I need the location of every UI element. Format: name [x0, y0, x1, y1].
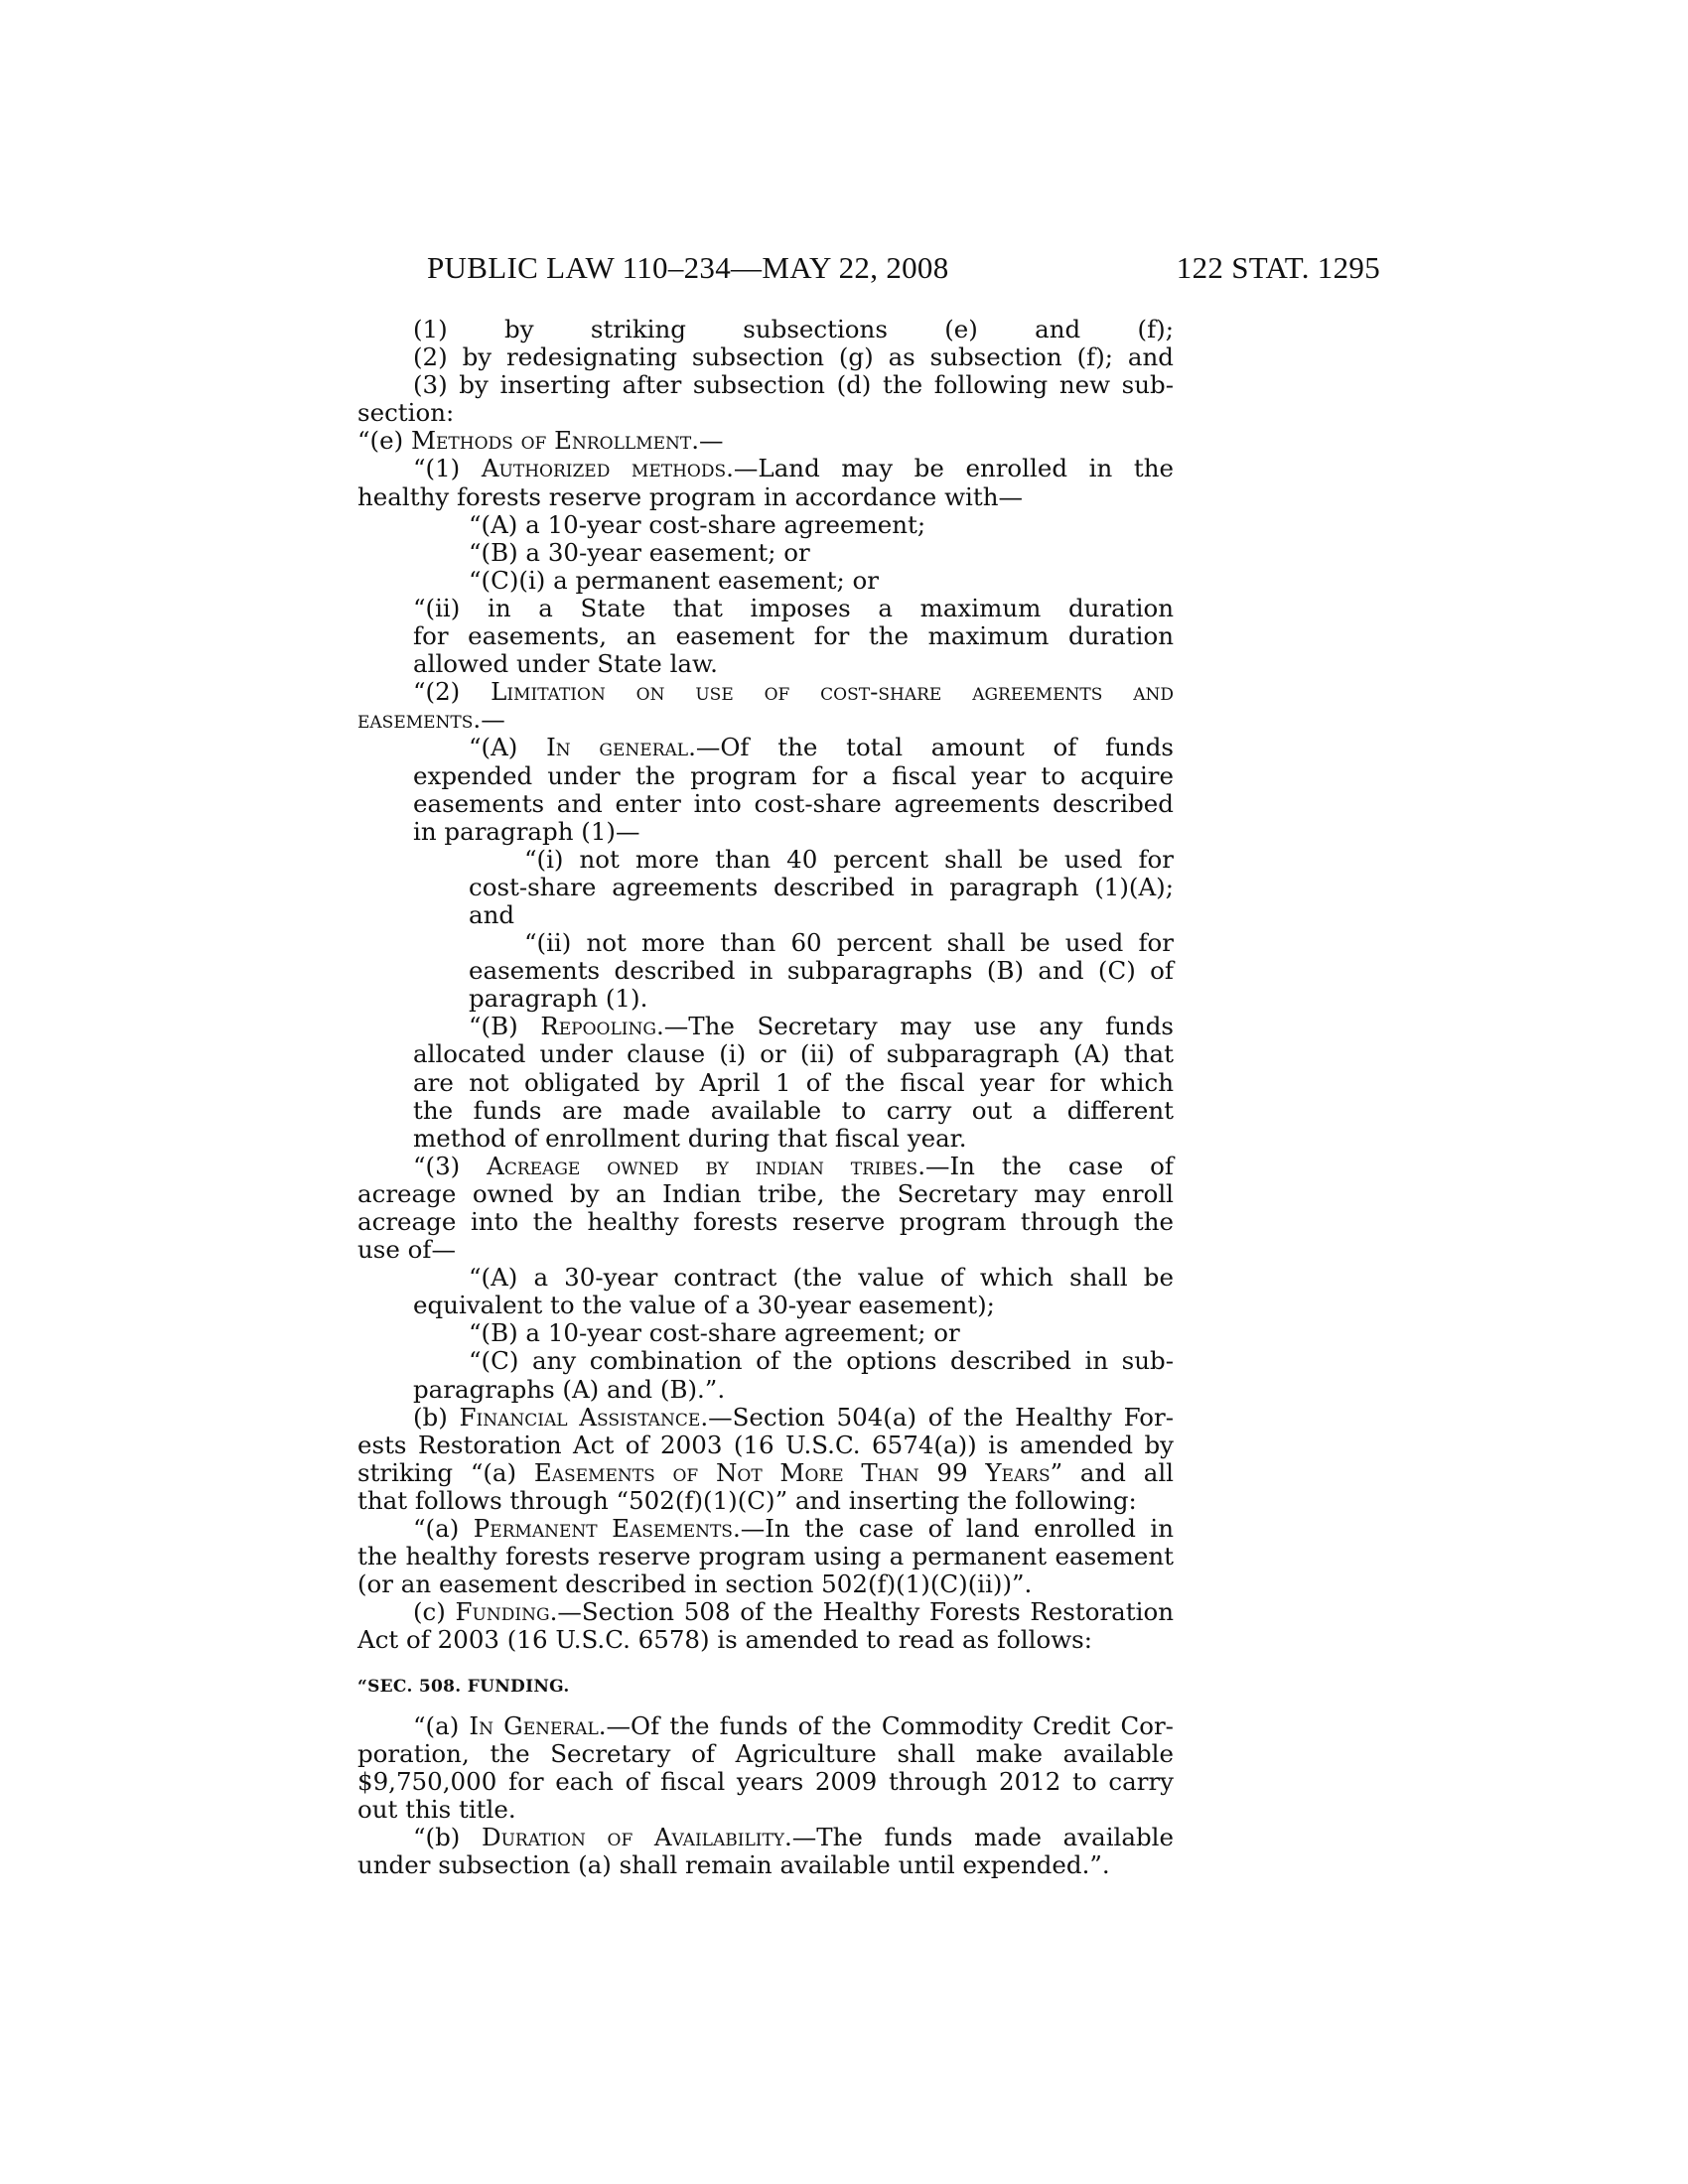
text-line: “(A) a 10-year cost-share agreement; — [469, 509, 926, 539]
text-line: (2) by redesignating subsection (g) as subsection (f); and — [413, 342, 1174, 372]
text-line: (3) by inserting after subsection (d) the following new sub- — [413, 370, 1174, 400]
text-line: cost-share agreements described in paragraph (1)(A); — [469, 872, 1174, 901]
text-line: that follows through “502(f)(1)(C)” and inserting the following: — [357, 1485, 1137, 1515]
text-line: striking “(a) Easements of Not More Than 99 Years” and all — [357, 1457, 1175, 1487]
text-line: “(ii) not more than 60 percent shall be used for — [524, 928, 1174, 958]
text-line: “(ii) in a State that imposes a maximum duration — [413, 593, 1174, 622]
paragraph-2-heading: “(2) Limitation on use of cost-share agreements and — [413, 677, 1174, 707]
running-title: PUBLIC LAW 110–234—MAY 22, 2008 — [427, 250, 949, 285]
text-line: poration, the Secretary of Agriculture shall make available — [357, 1738, 1174, 1768]
text-line: allowed under State law. — [413, 649, 718, 679]
text-line: equivalent to the value of a 30-year easement); — [413, 1291, 995, 1320]
subsection-b-heading: (b) Financial Assistance.—Section 504(a) of the Healthy For- — [413, 1402, 1175, 1432]
section-508-b-heading: “(b) Duration of Availability.—The funds made available — [413, 1822, 1174, 1851]
text-line: “(C) any combination of the options described in sub- — [469, 1346, 1174, 1376]
subparagraph-a-heading: “(A) In general.—Of the total amount of funds — [469, 733, 1174, 762]
text-line: acreage into the healthy forests reserve program through the — [357, 1207, 1174, 1236]
text-line: $9,750,000 for each of fiscal years 2009 through 2012 to carry — [357, 1766, 1174, 1796]
page-header — [357, 248, 1380, 288]
text-line: in paragraph (1)— — [413, 816, 640, 846]
text-line: easements and enter into cost-share agreements described — [413, 788, 1174, 818]
paragraph-2-heading-cont: easements.— — [357, 705, 505, 735]
text-line: out this title. — [357, 1794, 516, 1824]
text-line: are not obligated by April 1 of the fiscal year for which — [413, 1067, 1174, 1097]
text-line: use of— — [357, 1235, 456, 1265]
page-body — [357, 316, 1174, 1879]
text-line: acreage owned by an Indian tribe, the Secretary may enroll — [357, 1178, 1174, 1208]
text-line: “(A) a 30-year contract (the value of which shall be — [469, 1263, 1174, 1293]
paragraph-3-heading: “(3) Acreage owned by indian tribes.—In the case of — [413, 1151, 1174, 1180]
section-508-heading: “SEC. 508. FUNDING. — [357, 1676, 570, 1697]
text-line: easements described in subparagraphs (B) and (C) of — [469, 956, 1174, 986]
subsection-e-heading: “(e) Methods of Enrollment.— — [357, 426, 724, 456]
text-line: expended under the program for a fiscal year to acquire — [413, 760, 1174, 790]
text-line: the healthy forests reserve program using a permanent easement — [357, 1542, 1174, 1571]
permanent-easements-heading: “(a) Permanent Easements.—In the case of land enrolled in — [413, 1514, 1174, 1544]
subparagraph-b-heading: “(B) Repooling.—The Secretary may use any funds — [469, 1012, 1174, 1041]
text-line: Act of 2003 (16 U.S.C. 6578) is amended to read as follows: — [357, 1625, 1092, 1655]
text-line: healthy forests reserve program in accordance with— — [357, 481, 1023, 511]
text-line: under subsection (a) shall remain available until expended.”. — [357, 1850, 1110, 1880]
text-line: paragraphs (A) and (B).”. — [413, 1374, 726, 1404]
text-line: “(C)(i) a permanent easement; or — [469, 565, 879, 595]
text-line: (1) by striking subsections (e) and (f); — [413, 315, 1174, 343]
text-line: “(B) a 30-year easement; or — [469, 537, 810, 567]
statute-page-number: 122 STAT. 1295 — [1176, 250, 1380, 285]
text-line: allocated under clause (i) or (ii) of subparagraph (A) that — [413, 1039, 1174, 1069]
text-line: method of enrollment during that fiscal year. — [413, 1123, 967, 1153]
paragraph-1-heading: “(1) Authorized methods.—Land may be enrolled in the — [413, 454, 1174, 483]
text-line: (or an easement described in section 502(f)(1)(C)(ii))”. — [357, 1570, 1033, 1599]
text-line: “(B) a 10-year cost-share agreement; or — [469, 1318, 960, 1348]
text-line: ests Restoration Act of 2003 (16 U.S.C. 6574(a)) is amended by — [357, 1430, 1174, 1459]
text-line: the funds are made available to carry out a different — [413, 1095, 1174, 1125]
subsection-c-heading: (c) Funding.—Section 508 of the Healthy Forests Restoration — [413, 1597, 1174, 1627]
section-508-a-heading: “(a) In General.—Of the funds of the Commodity Credit Cor- — [413, 1710, 1174, 1740]
text-line: and — [469, 899, 515, 929]
text-line: section: — [357, 398, 455, 428]
text-line: paragraph (1). — [469, 984, 648, 1014]
text-line: “(i) not more than 40 percent shall be used for — [524, 844, 1174, 874]
text-line: for easements, an easement for the maximum duration — [413, 621, 1174, 651]
